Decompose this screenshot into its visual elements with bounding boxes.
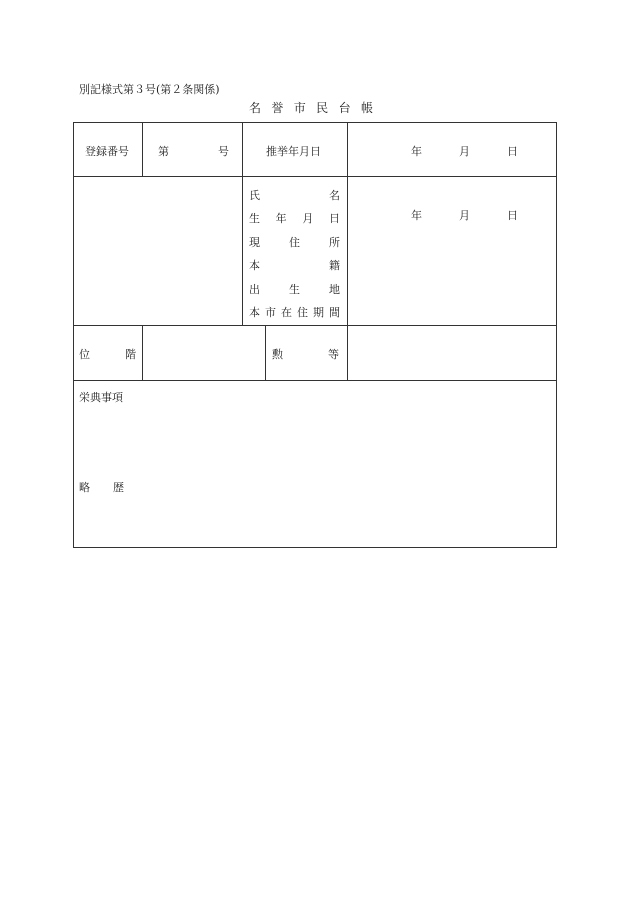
table-border-right <box>556 122 557 548</box>
registration-number-label: 登録番号 <box>85 145 129 158</box>
col-divider <box>242 176 243 326</box>
col-divider <box>142 325 143 381</box>
title-char: 台 <box>338 101 351 115</box>
row-divider <box>73 176 557 177</box>
col-divider <box>242 122 243 177</box>
title-char: 名 <box>249 101 262 115</box>
row-divider <box>73 380 557 381</box>
date-year-char: 年 <box>411 145 422 158</box>
col-divider <box>265 325 266 381</box>
title-char: 帳 <box>360 101 373 115</box>
row-divider <box>73 325 557 326</box>
date-month-char: 月 <box>459 145 470 158</box>
decoration-label: 勲 等 <box>272 348 339 361</box>
table-border-top <box>73 122 557 123</box>
table-border-left <box>73 122 74 548</box>
field-birthdate-label: 生 年 月 日 <box>249 212 340 225</box>
field-birthplace-label: 出 生 地 <box>249 283 340 296</box>
birth-month-char: 月 <box>459 209 470 222</box>
table-border-bottom <box>73 547 557 548</box>
col-divider <box>347 122 348 381</box>
form-reference: 別記様式第３号(第２条関係) <box>79 83 220 96</box>
title-char: 民 <box>316 101 329 115</box>
date-day-char: 日 <box>507 145 518 158</box>
personal-history-label: 略 歴 <box>79 481 124 494</box>
court-rank-label: 位 階 <box>79 348 136 361</box>
field-residence-period-label: 本 市 在 住 期 間 <box>249 306 340 319</box>
birth-year-char: 年 <box>411 209 422 222</box>
col-divider <box>142 122 143 177</box>
title-char: 市 <box>293 101 306 115</box>
ledger-title <box>249 99 373 116</box>
birth-day-char: 日 <box>507 209 518 222</box>
honors-label: 栄典事項 <box>79 391 123 404</box>
field-name-label: 氏 名 <box>249 189 340 202</box>
field-address-label: 現 住 所 <box>249 236 340 249</box>
registration-number-prefix: 第 <box>158 145 169 158</box>
recommendation-date-label: 推挙年月日 <box>266 145 321 158</box>
title-char: 誉 <box>271 101 284 115</box>
field-domicile-label: 本 籍 <box>249 259 340 272</box>
registration-number-suffix: 号 <box>218 145 229 158</box>
